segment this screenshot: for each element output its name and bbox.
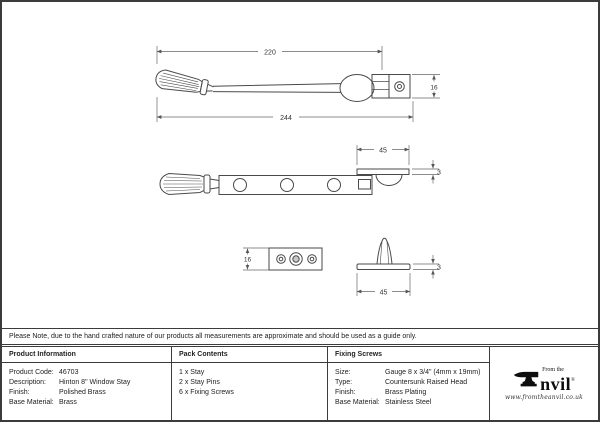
dim-side-length: 220 [264,49,276,57]
table-row [9,378,171,388]
row-value: Brass Plating [385,389,427,396]
keep-plate-drawing [269,248,322,270]
row-value: Countersunk Raised Head [385,379,468,386]
row-label: Description: [9,379,46,386]
dim-pin-width: 45 [379,289,388,297]
dim-keep-height: 16 [243,256,252,264]
top-view-drawing [160,169,409,195]
row-value: Polished Brass [59,389,106,396]
registered-mark: ® [571,377,575,383]
dim-side-height: 16 [430,84,438,92]
logo-name-text: nvil [540,373,572,394]
row-value: Stainless Steel [385,399,432,406]
brand-logo [505,367,583,401]
note-text: Please Note, due to the hand crafted nature of our products all measurements are approximate and should be used as a guide only. [9,333,417,340]
pack-contents-header: Pack Contents [172,347,327,363]
fixing-screws-column [328,347,490,420]
brand-logo-cell [490,347,598,420]
dim-top-plate: 45 [379,147,387,155]
logo-url: www.fromtheanvil.co.uk [504,393,584,401]
row-label: Product Code: [9,369,54,376]
fixing-screws-header: Fixing Screws [328,347,489,363]
row-value: 46703 [59,369,79,376]
list-item: 1 x Stay [179,369,205,376]
row-value: Brass [59,399,77,406]
row-value: Hinton 8" Window Stay [59,379,131,386]
table-row [9,388,171,398]
dim-pin-thickness: 3 [437,264,441,272]
row-label: Type: [335,379,353,386]
top-view-dimensions [357,145,439,184]
dim-top-thickness: 3 [437,169,441,177]
anvil-icon [513,371,539,393]
product-information-column [2,347,172,420]
table-row [335,398,489,408]
row-label: Size: [335,369,351,376]
table-row [335,368,489,378]
product-information-header: Product Information [2,347,171,363]
stay-pin-dimensions [357,255,439,296]
side-view-drawing [154,68,410,101]
pack-contents-column [172,347,328,420]
row-label: Base Material: [335,399,380,406]
technical-drawing [2,2,598,328]
note-bar [2,328,598,345]
list-item: 2 x Stay Pins [179,379,220,386]
logo-tagline: From the [542,366,564,373]
logo-wordmark [540,372,575,393]
table-row [9,368,171,378]
row-label: Base Material: [9,399,54,406]
list-item: 6 x Fixing Screws [179,389,234,396]
table-row [335,378,489,388]
table-row [335,388,489,398]
table-row [9,398,171,408]
spec-table [2,346,598,420]
dim-side-overall: 244 [280,115,292,122]
row-label: Finish: [335,389,356,396]
stay-pin-drawing [357,238,410,269]
row-value: Gauge 8 x 3/4" (4mm x 19mm) [385,369,481,376]
row-label: Finish: [9,389,30,396]
